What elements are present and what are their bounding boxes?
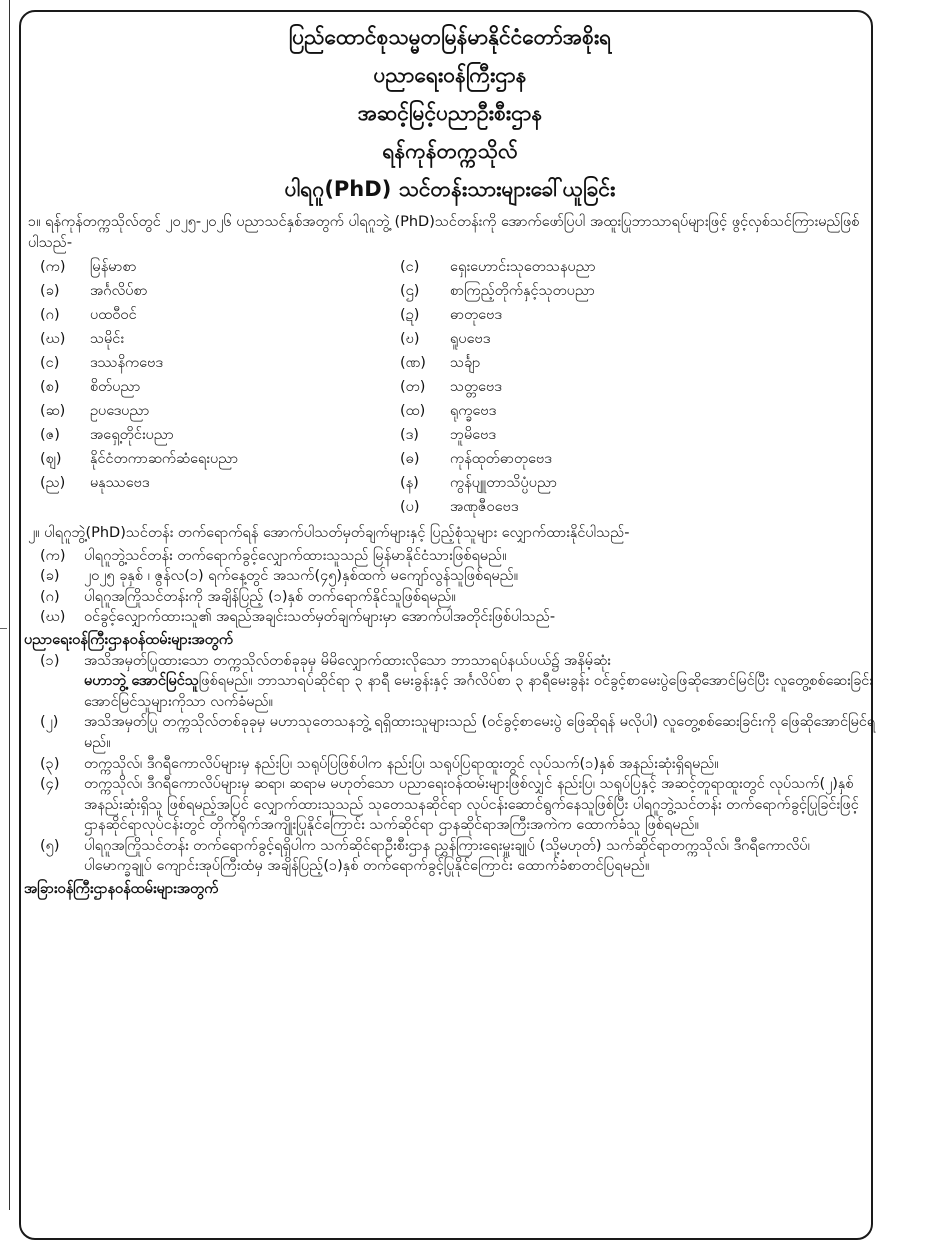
margin-tick	[0, 628, 7, 629]
subjects-grid	[40, 255, 876, 519]
requirement-item	[40, 587, 876, 608]
subject-item	[40, 327, 400, 351]
subject-empty	[40, 495, 400, 519]
subject-label: နိုင်ငံတကာဆက်ဆံရေးပညာ	[90, 450, 239, 467]
requirement-item	[40, 566, 876, 587]
subject-mark: (စ)	[40, 378, 60, 395]
subject-item	[40, 279, 400, 303]
subject-item	[40, 375, 400, 399]
subject-item	[400, 471, 880, 495]
subject-item	[40, 471, 400, 495]
subject-mark: (ဃ)	[40, 330, 66, 347]
requirement-text: ဝင်ခွင့်လျှောက်ထားသူ၏ အရည်အချင်းသတ်မှတ်ချက်များမှာ အောက်ပါအတိုင်းဖြစ်ပါသည်-	[84, 609, 556, 626]
item-mark: (၃)	[40, 755, 60, 772]
requirement-mark: (ခ)	[40, 568, 60, 585]
subject-item	[400, 447, 880, 471]
subject-item	[400, 303, 880, 327]
subject-mark: (ဈ)	[40, 450, 62, 467]
subject-mark: (ဇ)	[40, 426, 60, 443]
subject-item	[40, 423, 400, 447]
subject-label: ဘူမိဗေဒ	[450, 426, 496, 443]
subject-label: စာကြည့်တိုက်နှင့်သုတပညာ	[450, 282, 595, 299]
section2-text: ၂။ ပါရဂူဘွဲ့(PhD)သင်တန်း တက်ရောက်ရန် အောက်ပါသတ်မှတ်ချက်များနှင့် ပြည့်စုံသူများ လျှောက်ထားနိုင်ပါသည်-	[28, 525, 630, 542]
subject-mark: (ဓ)	[400, 450, 420, 467]
subject-mark: (င)	[40, 354, 60, 371]
subject-mark: (ဌ)	[400, 282, 420, 299]
subject-item	[400, 255, 880, 279]
subject-label: သတ္တဗေဒ	[450, 378, 502, 395]
item-text: တက္ကသိုလ်၊ ဒီဂရီကောလိပ်များမှ ဆရာ၊ ဆရာမ မဟုတ်သော ပညာရေးဝန်ထမ်းများဖြစ်လျှင် နည်းပြ၊ သရုပ်ပြနှင့် အဆင့်တူရာထူးတွင် လုပ်သက်(၂)နှစ် အနည်းဆုံးရှိသူ ဖြစ်ရမည့်အပြင် လျှောက်ထားသူသည် သုတေသနဆိုင်ရာ လုပ်ငန်းဆောင်ရွက်နေသူဖြစ်ပြီး ပါရဂူဘွဲ့သင်တန်း တက်ရောက်ခွင့်ပြုခြင်းဖြင့် ဌာနဆိုင်ရာလုပ်ငန်းတွင် တိုက်ရိုက်အကျိုးပြုနိုင်ကြောင်း သက်ဆိုင်ရာ ဌာနဆိုင်ရာအကြီးအကဲက ထောက်ခံသူ ဖြစ်ရမည်။	[84, 776, 859, 834]
ministry-staff-item	[40, 651, 876, 713]
subject-mark: (ဏ)	[400, 354, 426, 371]
subject-label: ရုက္ခဗေဒ	[450, 402, 497, 419]
subject-label: ပထဝီဝင်	[90, 306, 137, 323]
subject-label: ဥပဒေပညာ	[90, 402, 150, 419]
subject-label: မနုဿဗေဒ	[90, 474, 150, 491]
ministry-staff-item	[40, 754, 876, 775]
item-text-bold: မဟာဘွဲ့ အောင်မြင်သူ	[84, 673, 199, 690]
subject-item	[400, 399, 880, 423]
ministry-staff-item	[40, 712, 876, 753]
subject-item	[400, 351, 880, 375]
subject-label: သမိုင်း	[90, 330, 125, 347]
heading-university: ရန်ကုန်တက္ကသိုလ်	[382, 139, 518, 163]
subject-mark: (က)	[40, 258, 66, 275]
subject-label: ကွန်ပျူတာသိပ္ပံပညာ	[450, 474, 558, 491]
heading-government: ပြည်ထောင်စုသမ္မတမြန်မာနိုင်ငံတော်အစိုးရ	[288, 25, 612, 49]
subject-mark: (န)	[400, 474, 419, 491]
item-text-pre: အသိအမှတ်ပြုထားသော တက္ကသိုလ်တစ်ခုခုမှ မိမိလျှောက်ထားလိုသော ဘာသာရပ်နယ်ပယ်၌ အနိမ့်ဆုံး	[84, 652, 611, 669]
subject-mark: (ထ)	[400, 402, 426, 419]
subject-item	[40, 351, 400, 375]
requirement-item	[40, 546, 876, 567]
requirement-mark: (က)	[40, 547, 66, 564]
subject-mark: (ဒ)	[400, 426, 419, 443]
subject-item	[40, 255, 400, 279]
subject-label: ဓာတုဗေဒ	[450, 306, 502, 323]
subject-item	[400, 375, 880, 399]
section4-heading: အခြားဝန်ကြီးဌာနဝန်ထမ်းများအတွက်	[24, 880, 219, 897]
subject-label: အင်္ဂလိပ်စာ	[90, 282, 148, 299]
item-text-post: ဖြစ်ရမည်။ ဘာသာရပ်ဆိုင်ရာ ၃ နာရီ မေးခွန်းနှင့် အင်္ဂလိပ်စာ ၃ နာရီမေးခွန်း ဝင်ခွင့်စာမေးပွဲဖြေဆိုအောင်မြင်ပြီး လူတွေ့စစ်ဆေးခြင်း အောင်မြင်သူများကိုသာ လက်ခံမည်။	[84, 673, 873, 710]
subject-label: ရူပဗေဒ	[450, 330, 491, 347]
subject-item	[400, 495, 880, 519]
subject-label: အဏုဇီဝဗေဒ	[450, 498, 519, 515]
item-mark: (၄)	[40, 776, 60, 793]
section1-text: ၁။ ရန်ကုန်တက္ကသိုလ်တွင် ၂၀၂၅-၂၀၂၆ ပညာသင်နှစ်အတွက် ပါရဂူဘွဲ့ (PhD)သင်တန်းကို အောက်ဖော်ပြပါ အထူးပြုဘာသာရပ်များဖြင့် ဖွင့်လှစ်သင်ကြားမည်ဖြစ်ပါသည်-	[28, 214, 860, 251]
subject-label: အရှေ့တိုင်းပညာ	[90, 426, 174, 443]
subject-mark: (တ)	[400, 378, 426, 395]
ministry-staff-item	[40, 836, 876, 877]
requirement-mark: (ဃ)	[40, 609, 66, 626]
page-edge-line	[9, 0, 10, 1210]
requirement-text: ၂၀၂၅ ခုနှစ် ၊ ဇွန်လ(၁) ရက်နေ့တွင် အသက်(၄၅)နှစ်ထက် မကျော်လွန်သူဖြစ်ရမည်။	[84, 568, 519, 585]
subject-mark: (ဍ)	[400, 306, 420, 323]
requirement-mark: (ဂ)	[40, 588, 60, 605]
subject-item	[40, 399, 400, 423]
subject-item	[400, 279, 880, 303]
subject-label: သင်္ချာ	[450, 354, 481, 371]
item-text: အသိအမှတ်ပြု တက္ကသိုလ်တစ်ခုခုမှ မဟာသုတေသနဘွဲ့ ရရှိထားသူများသည် (ဝင်ခွင့်စာမေးပွဲ ဖြေဆိုရန် မလိုပါ) လူတွေ့စစ်ဆေးခြင်းကို ဖြေဆိုအောင်မြင်ရမည်။	[84, 714, 876, 751]
requirement-item	[40, 607, 876, 628]
subject-label: ရှေးဟောင်းသုတေသနပညာ	[450, 258, 596, 275]
item-mark: (၅)	[40, 837, 60, 854]
subject-item	[400, 423, 880, 447]
subject-mark: (ခ)	[40, 282, 60, 299]
item-text	[84, 651, 876, 713]
subject-mark: (ဆ)	[40, 402, 66, 419]
subject-item	[400, 327, 880, 351]
heading-department: အဆင့်မြင့်ပညာဦးစီးဌာန	[357, 101, 543, 125]
ministry-staff-item	[40, 774, 876, 836]
heading-ministry: ပညာရေးဝန်ကြီးဌာန	[373, 63, 527, 87]
subject-mark: (ဂ)	[40, 306, 60, 323]
item-mark: (၂)	[40, 714, 59, 731]
subject-label: ကုန်ထုတ်ဓာတုဗေဒ	[450, 450, 552, 467]
item-text: တက္ကသိုလ်၊ ဒီဂရီကောလိပ်များမှ နည်းပြ၊ သရုပ်ပြဖြစ်ပါက နည်းပြ၊ သရုပ်ပြရာထူးတွင် လုပ်သက်(၁)နှစ် အနည်းဆုံးရှိရမည်။	[84, 755, 719, 772]
heading-title: ပါရဂူ(PhD) သင်တန်းသားများခေါ်ယူခြင်း	[284, 177, 616, 201]
item-text: ပါရဂူအကြိုသင်တန်း တက်ရောက်ခွင့်ရရှိပါက သက်ဆိုင်ရာဦးစီးဌာန ညွှန်ကြားရေးမှူးချုပ် (သို့မဟုတ်) သက်ဆိုင်ရာတက္ကသိုလ်၊ ဒီဂရီကောလိပ်၊ ပါမောက္ခချုပ် ကျောင်းအုပ်ကြီးထံမှ အချိန်ပြည့်(၁)နှစ် တက်ရောက်ခွင့်ပြုနိုင်ကြောင်း ထောက်ခံစာတင်ပြရမည်။	[84, 837, 810, 875]
subject-label: မြန်မာစာ	[90, 258, 137, 275]
section3-heading: ပညာရေးဝန်ကြီးဌာနဝန်ထမ်းများအတွက်	[24, 632, 234, 649]
subject-label: စိတ်ပညာ	[90, 378, 141, 395]
subject-mark: (င)	[400, 258, 420, 275]
subject-item	[40, 303, 400, 327]
subject-item	[40, 447, 400, 471]
announcement-content	[24, 14, 876, 900]
subject-mark: (ပ)	[400, 498, 420, 515]
subject-mark: (ဎ)	[400, 330, 420, 347]
item-mark: (၁)	[40, 652, 60, 669]
subject-label: ဒဿနိကဗေဒ	[90, 354, 163, 371]
requirement-text: ပါရဂူအကြိုသင်တန်းကို အချိန်ပြည့် (၁)နှစ် တက်ရောက်နိုင်သူဖြစ်ရမည်။	[84, 588, 456, 605]
requirement-text: ပါရဂူဘွဲ့သင်တန်း တက်ရောက်ခွင့်လျှောက်ထားသူသည် မြန်မာနိုင်ငံသားဖြစ်ရမည်။	[84, 547, 507, 564]
subject-mark: (ည)	[40, 474, 66, 491]
